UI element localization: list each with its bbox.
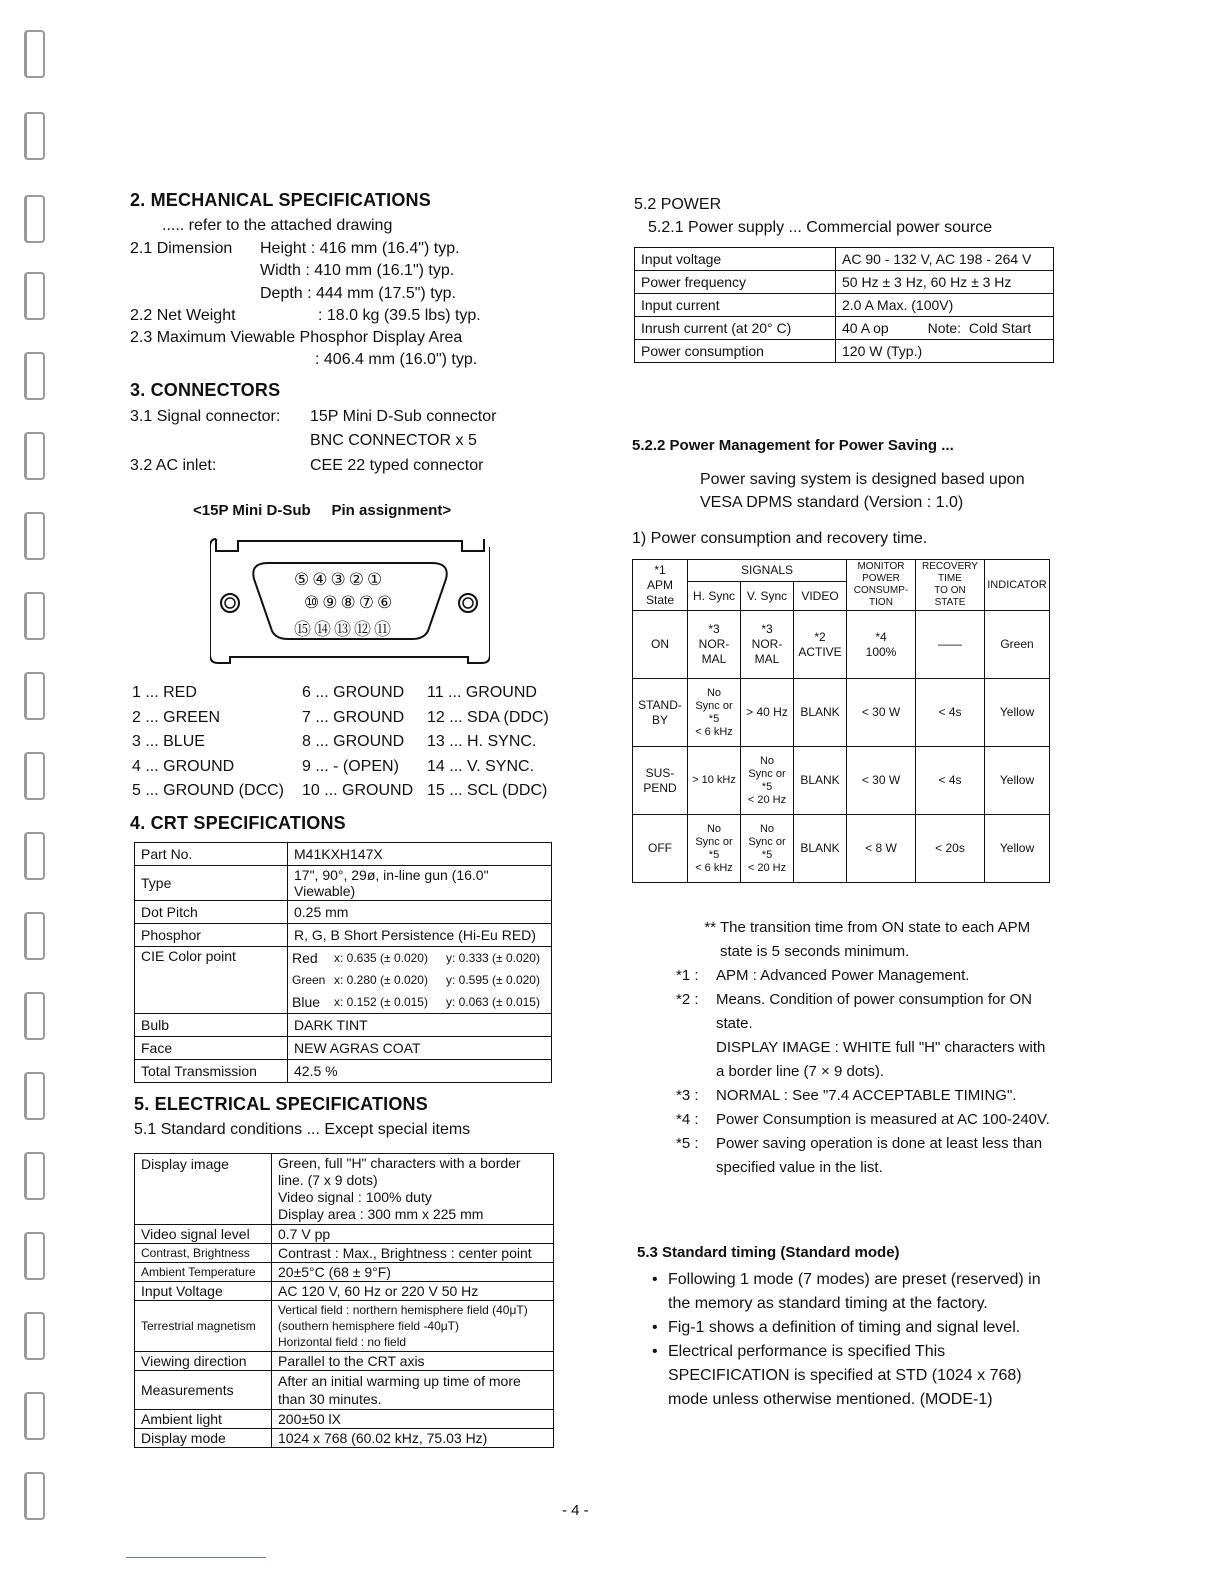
power-management-heading: 5.2.2 Power Management for Power Saving ...: [632, 437, 954, 454]
table-row: Bulb DARK TINT: [135, 1014, 552, 1037]
page-number: - 4 -: [562, 1502, 589, 1519]
table-row: Inrush current (at 20° C) 40 A op Note: Cold Start: [635, 317, 1054, 340]
pin-3: 3 ... BLUE: [132, 733, 205, 750]
timing-bullets: [652, 1268, 1060, 1412]
dimension-depth: Depth : 444 mm (17.5") typ.: [260, 285, 456, 302]
power-management-line-1: Power saving system is designed based upon: [700, 471, 1025, 488]
standard-conditions-table: [134, 1153, 554, 1448]
table-row: Phosphor R, G, B Short Persistence (Hi-Eu RED): [135, 924, 552, 947]
table-row: Ambient Temperature 20±5°C (68 ± 9°F): [135, 1263, 554, 1282]
table-row: Ambient light 200±50 lX: [135, 1410, 554, 1429]
signal-connector-1: 15P Mini D-Sub connector: [310, 408, 497, 425]
note-item: *5 : Power saving operation is done at least less than specified value in the list.: [676, 1135, 1043, 1176]
table-row: STAND- BY No Sync or *5 < 6 kHz > 40 Hz BLANK < 30 W < 4s Yellow: [633, 679, 1050, 747]
electrical-heading: 5. ELECTRICAL SPECIFICATIONS: [134, 1094, 428, 1114]
table-row: Display image Green, full "H" characters with a border line. (7 x 9 dots) Video signal : 100% duty Display area : 300 mm x 225 mm: [135, 1154, 554, 1225]
pin-14: 14 ... V. SYNC.: [427, 758, 535, 775]
table-row: CIE Color point Red x: 0.635 (± 0.020) y: 0.333 (± 0.020) Green x: 0.280 (± 0.020) y: 0.595 (± 0.020) Blue x: 0.152 (± 0.015) y: 0.063 (± 0.015): [135, 947, 552, 1014]
note-item: DISPLAY IMAGE : WHITE full "H" characters with a border line (7 × 9 dots).: [716, 1039, 1046, 1080]
pin-9: 9 ... - (OPEN): [302, 758, 399, 775]
pins-row-2: ⑩⑨⑧⑦⑥: [304, 593, 396, 612]
table-row: SUS- PEND > 10 kHz No Sync or *5 < 20 Hz BLANK < 30 W < 4s Yellow: [633, 747, 1050, 815]
apm-table: [632, 559, 1050, 883]
footer-rule: [126, 1557, 266, 1558]
table-row: Contrast, Brightness Contrast : Max., Brightness : center point: [135, 1244, 554, 1263]
list-item: • Following 1 mode (7 modes) are preset (reserved) in the memory as standard timing at the factory.: [652, 1271, 1041, 1312]
note-item: *1 : APM : Advanced Power Management.: [676, 967, 970, 984]
net-weight-value: : 18.0 kg (39.5 lbs) typ.: [318, 307, 481, 324]
table-row: Face NEW AGRAS COAT: [135, 1037, 552, 1060]
list-item: • Fig-1 shows a definition of timing and signal level.: [652, 1319, 1021, 1336]
pin-11: 11 ... GROUND: [427, 684, 537, 701]
dimension-width: Width : 410 mm (16.1") typ.: [260, 262, 455, 279]
apm-notes: [676, 916, 1056, 1180]
viewable-label: 2.3 Maximum Viewable Phosphor Display Area: [130, 329, 463, 346]
dimension-label: 2.1 Dimension: [130, 240, 233, 257]
pin-6: 6 ... GROUND: [302, 684, 405, 701]
table-row: H. Sync V. Sync VIDEO: [633, 582, 1050, 611]
power-heading: 5.2 POWER: [634, 196, 722, 213]
table-row: Dot Pitch 0.25 mm: [135, 901, 552, 924]
pin-13: 13 ... H. SYNC.: [427, 733, 537, 750]
table-row: Measurements After an initial warming up time of more than 30 minutes.: [135, 1371, 554, 1410]
timing-heading: 5.3 Standard timing (Standard mode): [637, 1244, 900, 1261]
pin-12: 12 ... SDA (DDC): [427, 709, 549, 726]
table-row: Type 17", 90°, 29ø, in-line gun (16.0" Viewable): [135, 866, 552, 901]
power-consumption-title: 1) Power consumption and recovery time.: [632, 530, 928, 547]
mechanical-refer: ..... refer to the attached drawing: [162, 217, 393, 234]
table-row: Video signal level 0.7 V pp: [135, 1225, 554, 1244]
pins-row-3: ⑮⑭⑬⑫⑪: [294, 620, 394, 639]
table-row: Input Voltage AC 120 V, 60 Hz or 220 V 50 Hz: [135, 1282, 554, 1301]
pin-2: 2 ... GREEN: [132, 709, 221, 726]
table-row: Power frequency 50 Hz ± 3 Hz, 60 Hz ± 3 Hz: [635, 271, 1054, 294]
pins-row-1: ⑤④③②①: [294, 570, 386, 589]
table-row: Display mode 1024 x 768 (60.02 kHz, 75.03 Hz): [135, 1429, 554, 1448]
table-row: Viewing direction Parallel to the CRT axis: [135, 1352, 554, 1371]
pin-15: 15 ... SCL (DDC): [427, 782, 548, 799]
table-row: Power consumption 120 W (Typ.): [635, 340, 1054, 363]
pin-8: 8 ... GROUND: [302, 733, 405, 750]
ac-inlet-value: CEE 22 typed connector: [310, 457, 484, 474]
pin-4: 4 ... GROUND: [132, 758, 235, 775]
note-item: *3 : NORMAL : See "7.4 ACCEPTABLE TIMING".: [676, 1087, 1017, 1104]
table-row: Terrestrial magnetism Vertical field : northern hemisphere field (40μT) (southern hemisphere field -40μT) Horizontal field : no field: [135, 1301, 554, 1352]
pin-1: 1 ... RED: [132, 684, 197, 701]
net-weight-label: 2.2 Net Weight: [130, 307, 236, 324]
signal-connector-2: BNC CONNECTOR x 5: [310, 432, 477, 449]
ac-inlet-label: 3.2 AC inlet:: [130, 457, 217, 474]
table-row: OFF No Sync or *5 < 6 kHz No Sync or *5 < 20 Hz BLANK < 8 W < 20s Yellow: [633, 815, 1050, 883]
table-row: Input current 2.0 A Max. (100V): [635, 294, 1054, 317]
crt-spec-table: [134, 842, 552, 1083]
pin-7: 7 ... GROUND: [302, 709, 405, 726]
connectors-heading: 3. CONNECTORS: [130, 380, 281, 400]
table-row: ON *3 NOR- MAL *3 NOR- MAL *2 ACTIVE *4 100% —— Green: [633, 611, 1050, 679]
viewable-value: : 406.4 mm (16.0") typ.: [315, 351, 478, 368]
table-row: *1 APM State SIGNALS MONITOR POWER CONSUMP- TION RECOVERY TIME TO ON STATE INDICATOR: [633, 560, 1050, 582]
note-item: *2 : Means. Condition of power consumption for ON state.: [676, 991, 1032, 1032]
note-item: ** The transition time from ON state to each APM state is 5 seconds minimum.: [704, 919, 1031, 960]
power-supply: 5.2.1 Power supply ... Commercial power source: [648, 219, 993, 236]
table-row: Part No. M41KXH147X: [135, 843, 552, 866]
pin-10: 10 ... GROUND: [302, 782, 414, 799]
crt-heading: 4. CRT SPECIFICATIONS: [130, 813, 346, 833]
pin-5: 5 ... GROUND (DCC): [132, 782, 284, 799]
pin-diagram-title: <15P Mini D-Sub Pin assignment>: [193, 502, 452, 519]
signal-connector-label: 3.1 Signal connector:: [130, 408, 281, 425]
mechanical-heading: 2. MECHANICAL SPECIFICATIONS: [130, 190, 431, 210]
power-supply-table: [634, 247, 1054, 363]
note-item: *4 : Power Consumption is measured at AC 100-240V.: [676, 1111, 1050, 1128]
list-item: • Electrical performance is specified This SPECIFICATION is specified at STD (1024 x 768) mode unless otherwise mentioned. (MODE-1): [652, 1343, 1022, 1408]
dimension-height: Height : 416 mm (16.4") typ.: [260, 240, 460, 257]
power-management-line-2: VESA DPMS standard (Version : 1.0): [700, 494, 964, 511]
electrical-sub: 5.1 Standard conditions ... Except special items: [134, 1121, 471, 1138]
table-row: Input voltage AC 90 - 132 V, AC 198 - 264 V: [635, 248, 1054, 271]
table-row: Total Transmission 42.5 %: [135, 1060, 552, 1083]
